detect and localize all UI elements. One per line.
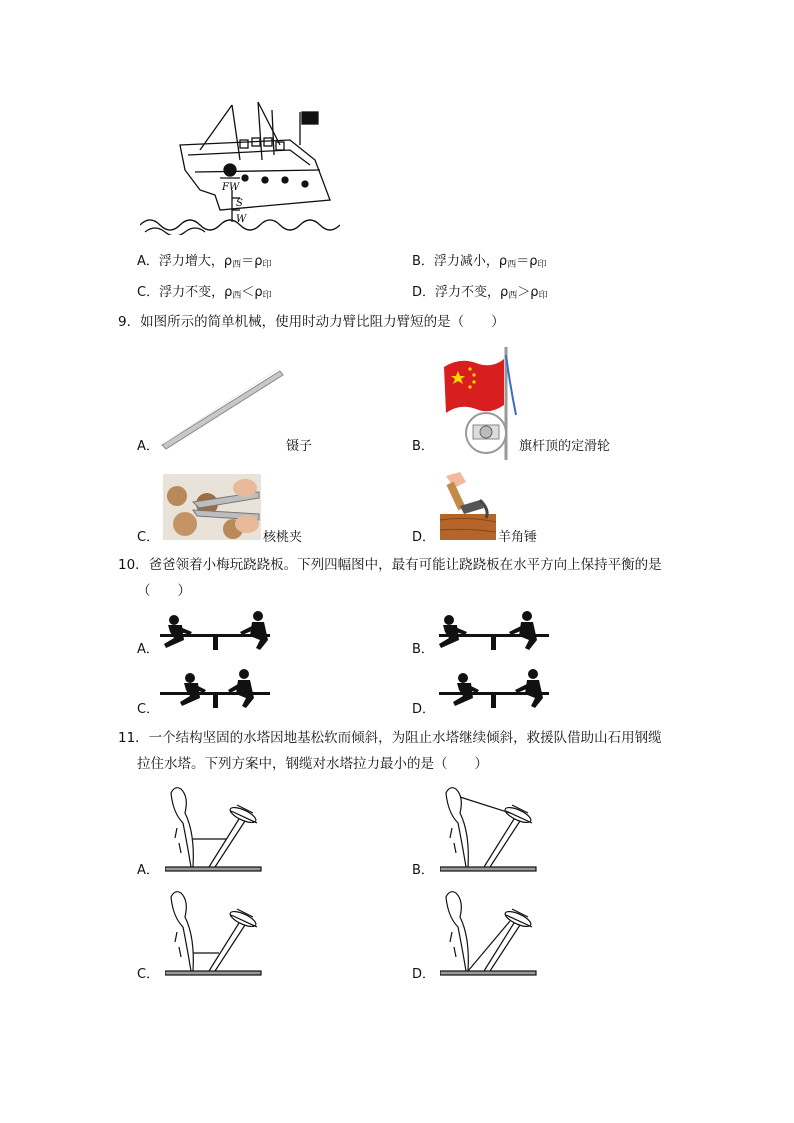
ship-mark-w: W (236, 214, 247, 225)
q9-stem: 9．如图所示的简单机械，使用时动力臂比阻力臂短的是（ ） (118, 314, 505, 330)
q11-option-b-label: B． (412, 863, 434, 878)
q10-stem-line1: 10．爸爸领着小梅玩跷跷板。下列四幅图中，最有可能让跷跷板在水平方向上保持平衡的是 (118, 557, 662, 573)
q10-stem-line2: （ ） (137, 583, 191, 599)
q9-option-a-caption: 镊子 (286, 439, 313, 454)
water-tower-c (165, 887, 265, 977)
q10-option-d-label: D． (412, 702, 436, 717)
q11-option-d-label: D． (412, 967, 436, 982)
q9-option-b-label: B． (412, 439, 434, 454)
ship-mark-s: S (236, 198, 243, 209)
ship-figure (140, 100, 340, 235)
seesaw-d (435, 668, 550, 713)
ship-mark-fw: FW (222, 182, 240, 193)
q9-option-a-label: A． (137, 439, 159, 454)
water-tower-d (440, 887, 540, 977)
seesaw-a (160, 610, 275, 655)
q8-option-d: D．浮力不变，$\rho_西>\rho_印$ (412, 285, 548, 301)
q11-option-a-label: A． (137, 863, 159, 878)
q9-option-d-caption: 羊角锤 (498, 530, 538, 545)
nutcracker-image (163, 474, 261, 540)
seesaw-b (435, 610, 550, 655)
q9-option-c-label: C． (137, 530, 160, 545)
q8-option-c: C．浮力不变，$\rho_西<\rho_印$ (137, 285, 272, 301)
flag-pulley-image (440, 345, 520, 460)
seesaw-c (160, 668, 275, 713)
q8-option-b: B．浮力减小，$\rho_西=\rho_印$ (412, 254, 547, 270)
q11-option-c-label: C． (137, 967, 160, 982)
water-tower-b (440, 783, 540, 873)
q10-option-b-label: B． (412, 642, 434, 657)
q11-stem-line1: 11．一个结构坚固的水塔因地基松软而倾斜，为阻止水塔继续倾斜，救援队借助山石用钢缆 (118, 730, 662, 746)
q9-option-c-caption: 核桃夹 (263, 530, 303, 545)
q9-option-d-label: D． (412, 530, 436, 545)
q10-option-a-label: A． (137, 642, 159, 657)
q9-option-b-caption: 旗杆顶的定滑轮 (519, 439, 611, 454)
claw-hammer-image (440, 470, 496, 540)
q8-option-a: A．浮力增大，$\rho_西=\rho_印$ (137, 254, 272, 270)
water-tower-a (165, 783, 265, 873)
q10-option-c-label: C． (137, 702, 160, 717)
q11-stem-line2: 拉住水塔。下列方案中，钢缆对水塔拉力最小的是（ ） (137, 756, 488, 772)
tweezers-image (158, 365, 286, 450)
